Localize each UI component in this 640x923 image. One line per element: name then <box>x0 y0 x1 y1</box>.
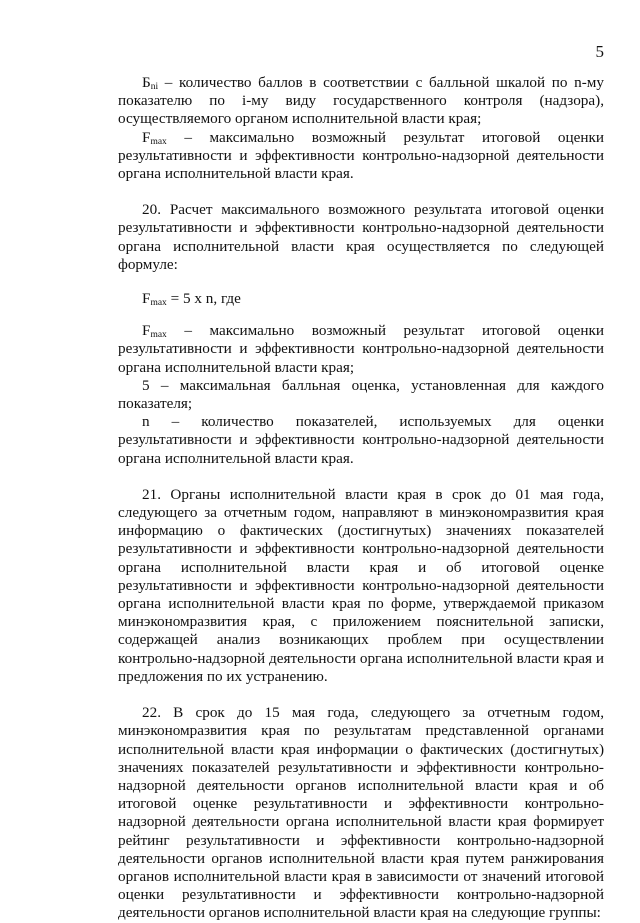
document-body <box>118 74 604 923</box>
paragraph-22: 22. В срок до 15 мая года, следующего за отчетным годом, минэкономразвития края по результатам представленной органами исполнительной власти края информации о фактических (достигнутых) значениях показателей результативности и эффективности контрольно-надзорной деятельности органов исполнительной власти края и об итоговой оценке результативности и эффективности контрольно-надзорной деятельности органа исполнительной власти края формирует рейтинг результативности и эффективности контрольно-надзорной деятельности органов исполнительной власти края путем ранжирования органов исполнительной власти края в зависимости от значений итоговой оценки результативности и эффективности контрольно-надзорной деятельности органов исполнительной власти края на следующие группы: <box>118 704 604 922</box>
page-number: 5 <box>595 42 604 61</box>
paragraph-20: 20. Расчет максимального возможного результата итоговой оценки результативности и эффективности контрольно-надзорной деятельности органа исполнительной власти края осуществляется по следующей формуле: <box>118 201 604 273</box>
definition-f-max-2-text: – максимально возможный результат итоговой оценки результативности и эффективности контрольно-надзорной деятельности органа исполнительной власти края; <box>118 322 604 376</box>
definition-b-ni <box>118 74 604 129</box>
definition-b-ni-text: – количество баллов в соответствии с балльной шкалой по n-му показателю по i-му виду государственного контроля (надзора), осуществляемого органом исполнительной власти края; <box>118 74 604 128</box>
symbol-b: Б <box>142 74 151 91</box>
formula-symbol-f: F <box>142 290 151 308</box>
subscript-max-2: max <box>150 330 167 341</box>
symbol-f: F <box>142 128 151 146</box>
paragraph-21: 21. Органы исполнительной власти края в срок до 01 мая года, следующего за отчетным годом, направляют в минэкономразвития края информацию о фактических (достигнутых) значениях показателей результативности и эффективности контрольно-надзорной деятельности органа исполнительной власти края и об итоговой оценке результативности и эффективности контрольно-надзорной деятельности органа исполнительной власти края по форме, утверждаемой приказом минэкономразвития края, с приложением пояснительной записки, содержащей анализ возникающих проблем при осуществлении контрольно-надзорной деятельности органа исполнительной власти края и предложения по их устранению. <box>118 485 604 685</box>
definition-five: 5 – максимальная балльная оценка, установленная для каждого показателя; <box>118 376 604 413</box>
definition-f-max-text: – максимально возможный результат итоговой оценки результативности и эффективности контрольно-надзорной деятельности органа исполнительной власти края. <box>118 128 604 183</box>
definition-f-max <box>118 129 604 184</box>
formula-text: = 5 х n, где <box>166 290 241 308</box>
definition-f-max-2 <box>118 322 604 377</box>
symbol-f-2: F <box>142 322 151 340</box>
subscript-ni: ni <box>150 82 159 92</box>
definition-n: n – количество показателей, используемых для оценки результативности и эффективности контрольно-надзорной деятельности органа исполнительной власти края. <box>118 413 604 467</box>
formula-subscript-max: max <box>150 298 167 309</box>
formula-f-max <box>118 290 604 308</box>
subscript-max: max <box>150 136 167 147</box>
